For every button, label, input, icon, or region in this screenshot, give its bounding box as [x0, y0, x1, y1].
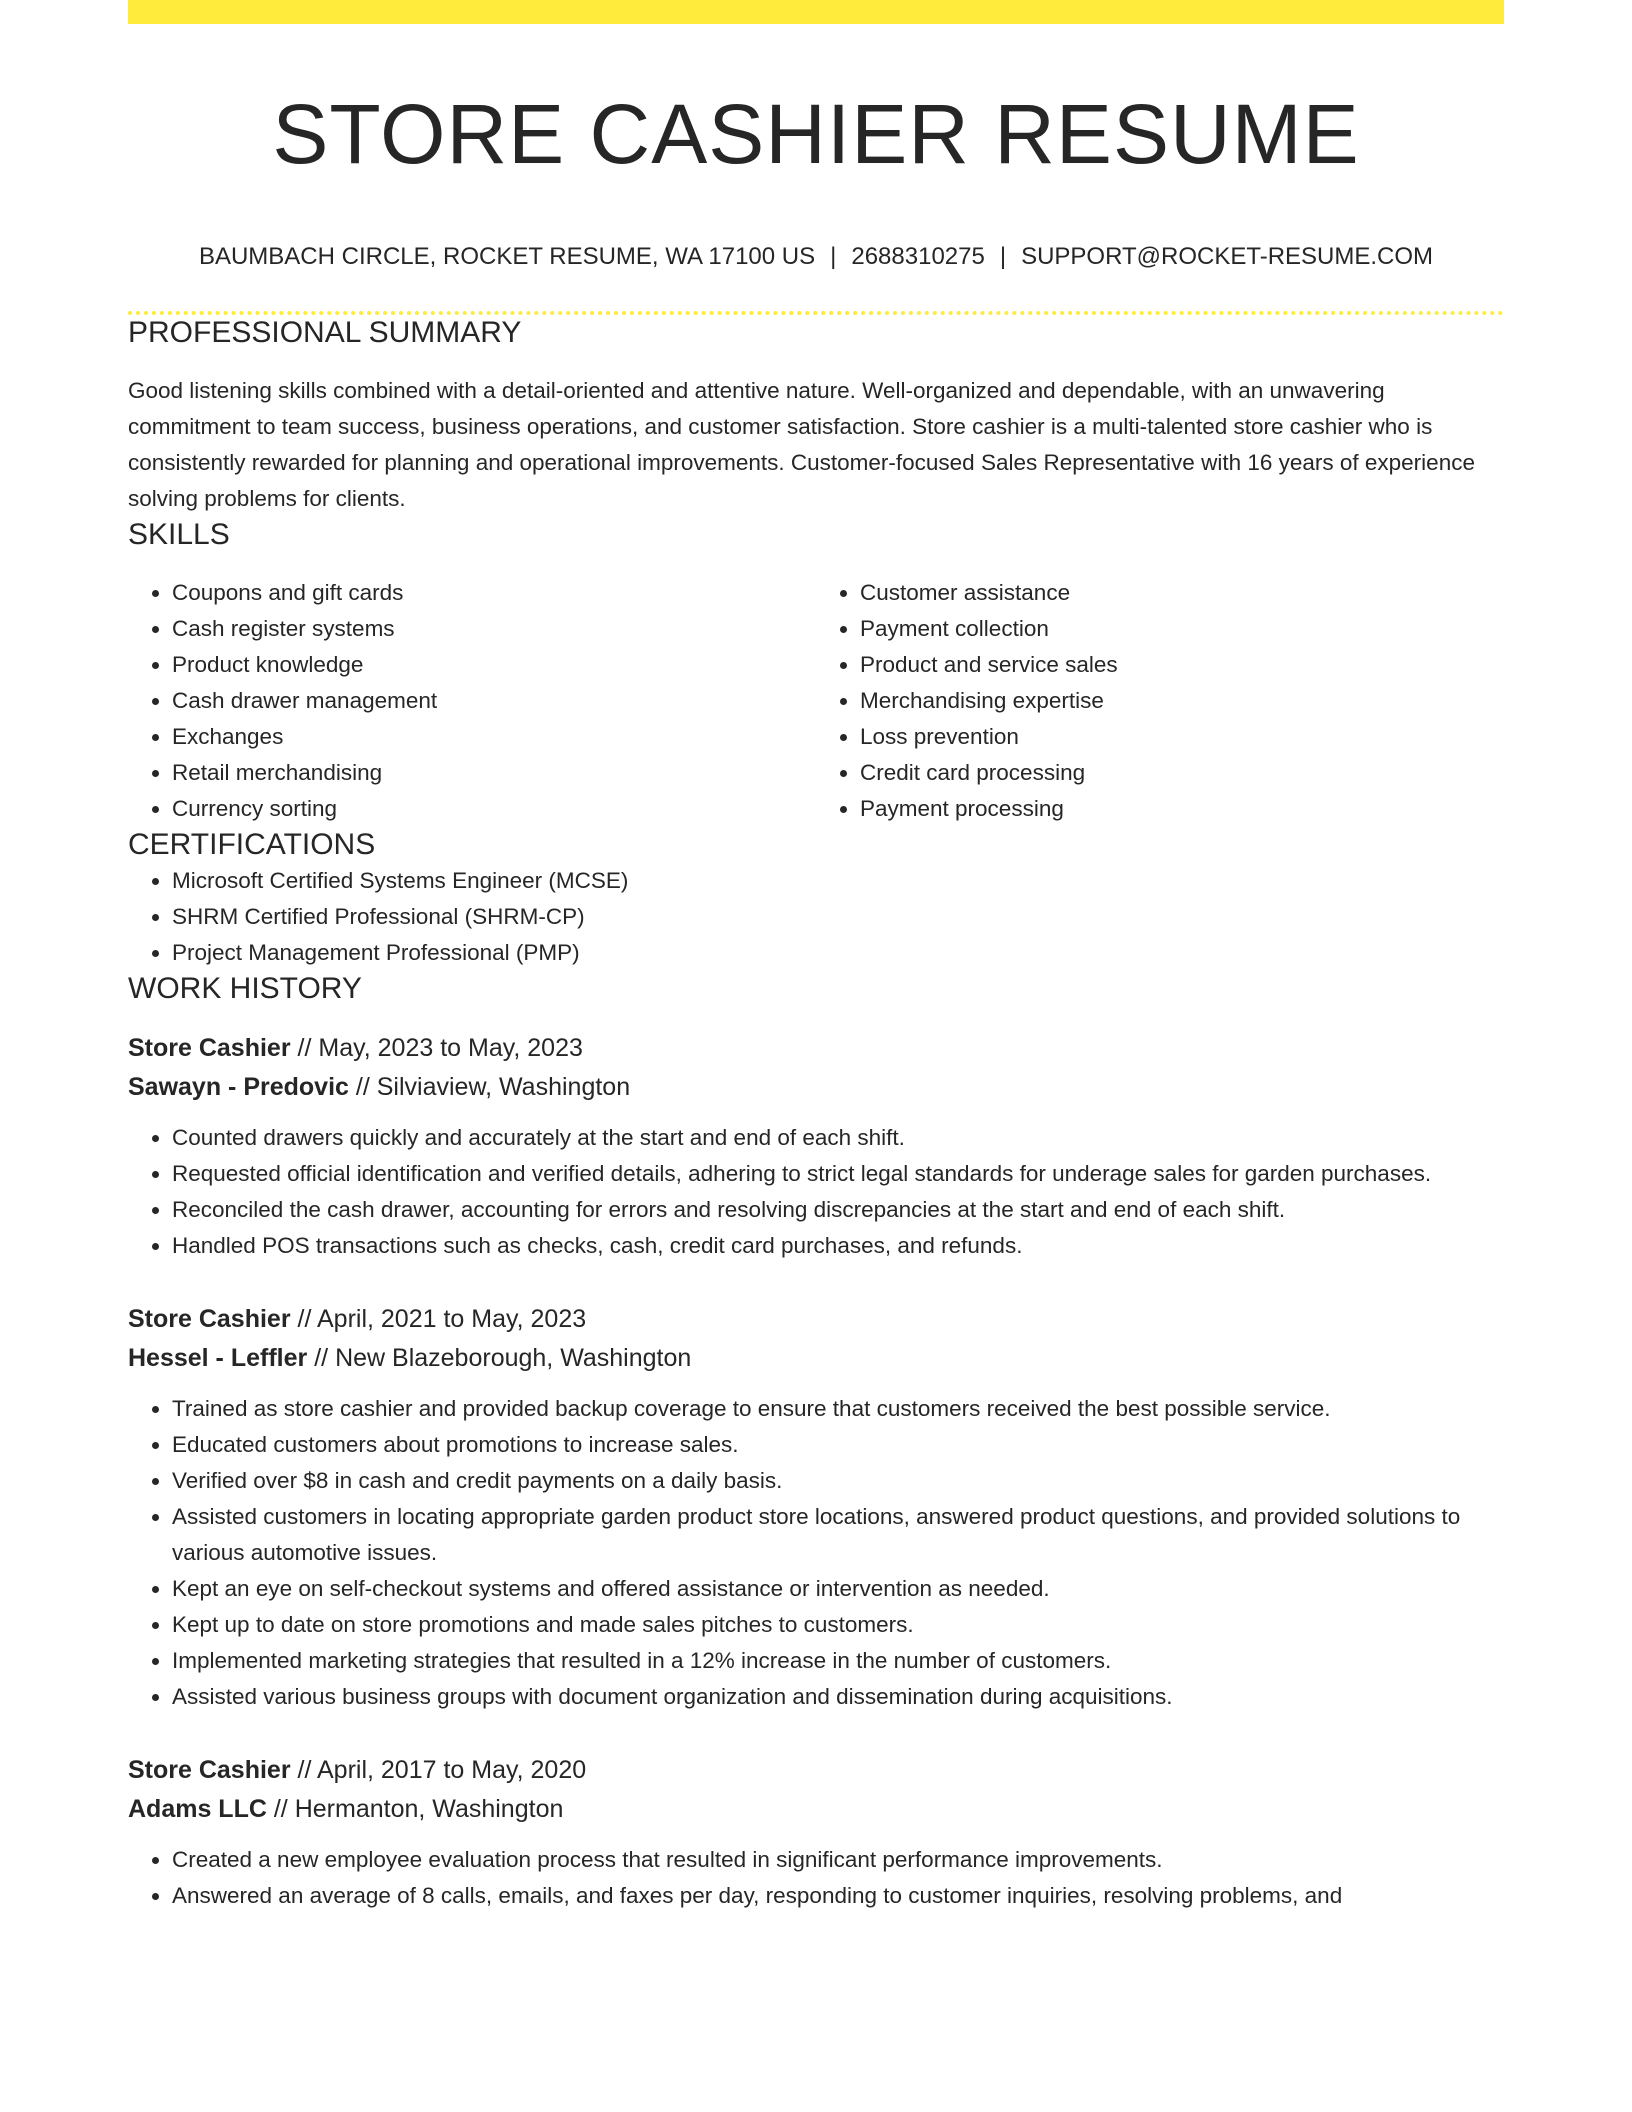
job-company: Sawayn - Predovic [128, 1072, 349, 1101]
skill-item: • Loss prevention [860, 719, 1504, 755]
job-divider: // [355, 1072, 370, 1101]
skill-item: • Currency sorting [172, 791, 816, 827]
skill-item: • Payment collection [860, 611, 1504, 647]
job-location: Hermanton, Washington [294, 1794, 564, 1823]
job-company: Hessel - Leffler [128, 1343, 308, 1372]
job-location: Silviaview, Washington [376, 1072, 631, 1101]
contact-address: BAUMBACH CIRCLE, ROCKET RESUME, WA 17100 US [198, 242, 816, 270]
job-entry [128, 1300, 1504, 1715]
job-title: Store Cashier [128, 1755, 291, 1784]
job-title-line [128, 1751, 1504, 1790]
skill-item: • Product and service sales [860, 647, 1504, 683]
skill-item: • Merchandising expertise [860, 683, 1504, 719]
skill-item: • Payment processing [860, 791, 1504, 827]
contact-email: SUPPORT@ROCKET-RESUME.COM [1021, 242, 1434, 270]
skill-item: • Credit card processing [860, 755, 1504, 791]
job-bullet: • Requested official identification and verified details, adhering to strict legal standards for underage sales for garden purchases. [172, 1156, 1504, 1192]
job-title: Store Cashier [128, 1304, 291, 1333]
job-bullets [128, 1120, 1504, 1264]
job-title: Store Cashier [128, 1033, 291, 1062]
skill-item: • Retail merchandising [172, 755, 816, 791]
job-dates: May, 2023 to May, 2023 [318, 1033, 583, 1062]
certification-item: • Project Management Professional (PMP) [172, 935, 1504, 971]
resume-title: STORE CASHIER RESUME [272, 87, 1360, 181]
job-bullet: • Implemented marketing strategies that resulted in a 12% increase in the number of customers. [172, 1643, 1504, 1679]
job-bullet: • Assisted customers in locating appropriate garden product store locations, answered product questions, and provided solutions to various automotive issues. [172, 1499, 1504, 1571]
job-bullet: • Kept up to date on store promotions and made sales pitches to customers. [172, 1607, 1504, 1643]
skill-item: • Exchanges [172, 719, 816, 755]
job-divider: // [273, 1794, 288, 1823]
skill-item: • Product knowledge [172, 647, 816, 683]
resume-page [128, 0, 1504, 1914]
job-bullet: • Kept an eye on self-checkout systems and offered assistance or intervention as needed. [172, 1571, 1504, 1607]
contact-phone: 2688310275 [851, 242, 985, 270]
job-title-line [128, 1300, 1504, 1339]
job-divider: // [297, 1755, 312, 1784]
certification-item: • SHRM Certified Professional (SHRM-CP) [172, 899, 1504, 935]
job-company: Adams LLC [128, 1794, 267, 1823]
job-divider: // [297, 1033, 312, 1062]
job-divider: // [314, 1343, 329, 1372]
work-history-heading: WORK HISTORY [128, 971, 362, 1005]
job-bullet: • Verified over $8 in cash and credit payments on a daily basis. [172, 1463, 1504, 1499]
contact-separator: | [999, 242, 1007, 270]
job-entry [128, 1751, 1504, 1914]
job-company-line [128, 1790, 1504, 1829]
skill-item: • Cash drawer management [172, 683, 816, 719]
skill-item: • Coupons and gift cards [172, 575, 816, 611]
job-bullet: • Counted drawers quickly and accurately at the start and end of each shift. [172, 1120, 1504, 1156]
summary-text: Good listening skills combined with a detail-oriented and attentive nature. Well-organized and dependable, with an unwavering commitment to team success, business operations, and customer satisfaction. Store cashier is a multi-talented store cashier who is consistently rewarded for planning and operational improvements. Customer-focused Sales Representative with 16 years of experience solving problems for clients. [128, 377, 1475, 511]
job-dates: April, 2017 to May, 2020 [317, 1755, 587, 1784]
job-bullet: • Created a new employee evaluation process that resulted in significant performance improvements. [172, 1842, 1504, 1878]
job-bullets [128, 1842, 1504, 1914]
skill-item: • Customer assistance [860, 575, 1504, 611]
job-dates: April, 2021 to May, 2023 [317, 1304, 587, 1333]
job-bullet: • Reconciled the cash drawer, accounting for errors and resolving discrepancies at the start and end of each shift. [172, 1192, 1504, 1228]
job-bullet: • Handled POS transactions such as checks, cash, credit card purchases, and refunds. [172, 1228, 1504, 1264]
job-company-line [128, 1068, 1504, 1107]
skills-columns [128, 575, 1504, 827]
contact-line [128, 241, 1504, 272]
job-bullet: • Answered an average of 8 calls, emails, and faxes per day, responding to customer inquiries, resolving problems, and [172, 1878, 1504, 1914]
certifications-heading: CERTIFICATIONS [128, 827, 376, 861]
job-entry [128, 1029, 1504, 1264]
contact-separator: | [830, 242, 837, 270]
skills-list-right [816, 575, 1504, 827]
top-accent-bar [128, 0, 1504, 24]
certification-item: • Microsoft Certified Systems Engineer (MCSE) [172, 863, 1504, 899]
job-divider: // [297, 1304, 312, 1333]
job-bullet: • Assisted various business groups with document organization and dissemination during acquisitions. [172, 1679, 1504, 1715]
job-bullets [128, 1391, 1504, 1715]
skill-item: • Cash register systems [172, 611, 816, 647]
skills-heading: SKILLS [128, 517, 230, 551]
job-company-line [128, 1339, 1504, 1378]
job-title-line [128, 1029, 1504, 1068]
job-location: New Blazeborough, Washington [335, 1343, 692, 1372]
certifications-list [128, 863, 1504, 971]
skills-list-left [128, 575, 816, 827]
summary-heading: PROFESSIONAL SUMMARY [128, 315, 522, 349]
job-bullet: • Educated customers about promotions to increase sales. [172, 1427, 1504, 1463]
job-bullet: • Trained as store cashier and provided backup coverage to ensure that customers received the best possible service. [172, 1391, 1504, 1427]
